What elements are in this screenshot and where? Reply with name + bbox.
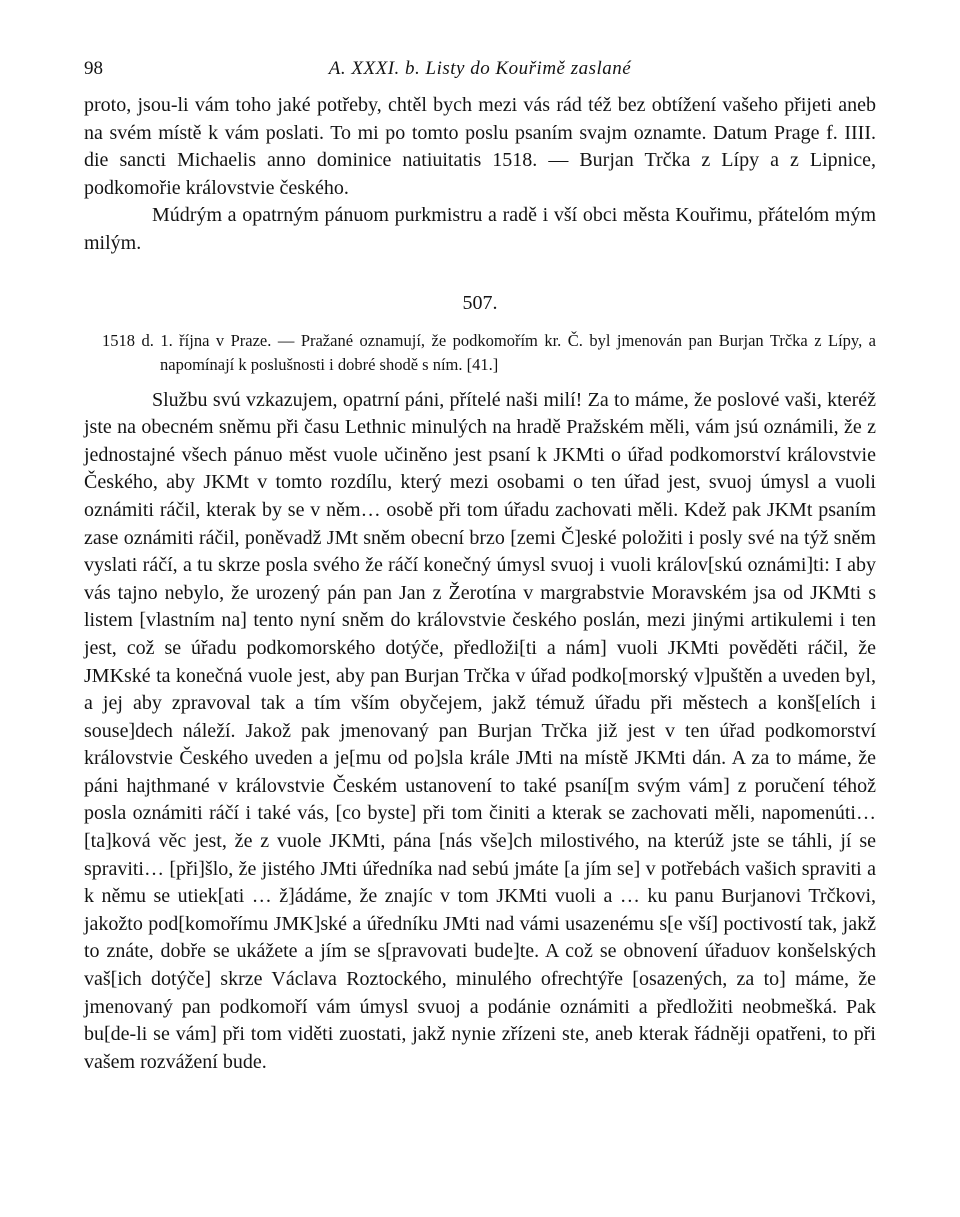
document-regest xyxy=(84,329,876,377)
document-text-paragraph: Službu svú vzkazujem, opatrní páni, přítelé naši milí! Za to máme, že poslové vaši, kteréž jste na obecném sněmu při času Lethnic minulých na hradě Pražském měli, vám jsú oznámili, že z jednostajné všech pánuo měst vuole učiněno jest psaní k JKMti o úřad podkomorství královstvie Českého, aby JKMt v tomto rozdílu, který mezi osobami o ten úřad jest, svuoj úmysl a vuoli oznámiti ráčil, kterak by se v něm… osobě při tom úřadu zachovati měli. Kdež pak JKMt psaním zase oznámiti ráčil, poněvadž JMt sněm obecní brzo [zemi Č]eské položiti i posly své na týž sněm vyslati ráčí, a tu skrze posla svého že ráčí konečný úmysl svuoj i vuoli králov[skú oznámi]ti: I aby vás tajno nebylo, že urozený pán pan Jan z Žerotína v margrabstvie Moravském jsa od JKMti s listem [vlastním na] tento nyní sněm do královstvie českého poslán, mezi jinými artikulemi i ten jest, což se úřadu podkomorského dotýče, předloži[ti a nám] vuoli JKMti pověděti ráčil, že JMKské ta konečná vuole jest, aby pan Burjan Trčka v úřad podko[morský v]puštěn a uveden byl, a jej aby zpravoval tak a tím vším obyčejem, jakž témuž úřadu při městech a konš[elích i souse]dech náleží. Jakož pak jmenovaný pan Burjan Trčka již jest v ten úřad podkomorství královstvie Českého uveden a je[mu od po]sla krále JMti na místě JKMti dán. A za to máme, že páni hajthmané v královstvie Českém ustanovení to také psaní[m svým vám] z poručení téhož posla oznámiti ráčí i také vás, [co byste] při tom činiti a kterak se zachovati měli, napomenúti… [ta]ková věc jest, že z vuole JKMti, pána [nás vše]ch milostivého, na kterúž jste se táhli, jí se spraviti… [při]šlo, že jistého JMti úředníka nad sebú jmáte [a jím se] v potřebách vašich spraviti a k němu se utiek[ati … ž]ádáme, že znajíc v tom JKMti vuoli a … ku panu Burjanovi Trčkovi, jakožto pod[komořímu JMK]ské a úředníku JMti nad vámi usazenému s[e vší] poctivostí tak, jakž to znáte, dobře se ukážete a jím se s[pravovati bude]te. A což se obnovení úřaduov konšelských vaš[ich dotýče] skrze Václava Roztockého, minulého ofrechtýře [osazených, za to] máme, že jmenovaný pan podkomoří vám úmysl svuoj a podánie oznámiti a předložiti neobmešká. Pak bu[de-li se vám] při tom viděti zuostati, jakž nynie zřízeni ste, aneb kterak řádněji opatřeni, to při vašem rozvážení bude. xyxy=(84,388,876,1073)
book-page xyxy=(84,58,876,1076)
running-head xyxy=(84,58,876,92)
running-title: A. XXXI. b. Listy do Kouřimě zaslané xyxy=(328,58,632,79)
document-date: 1518 d. 1. října v Praze. xyxy=(102,330,272,350)
document-body xyxy=(84,387,876,1077)
document-number: 507. xyxy=(462,291,498,314)
letter-ending-paragraph: proto, jsou-li vám toho jaké potřeby, chtěl bych mezi vás rád též bez obtížení vašeho přijeti aneb na svém místě k vám poslati. To mi po tomto poslu psaním svajm oznamte. Datum Prage f. IIII. die sancti Michaelis anno dominice natiuitatis 1518. — Burjan Trčka z Lípy a z Lipnice, podkomořie královstvie českého. xyxy=(84,94,876,199)
continuation-text xyxy=(84,92,876,258)
letter-address-paragraph: Múdrým a opatrným pánuom purkmistru a radě i vší obci města Kouřimu, přátelóm mým milým. xyxy=(84,204,876,254)
page-number: 98 xyxy=(84,58,103,79)
regest-summary: — Pražané oznamují, že podkomořím kr. Č. byl jmenován pan Burjan Trčka z Lípy, a napomínají k poslušnosti i dobré shodě s ním. [41.] xyxy=(160,330,876,374)
